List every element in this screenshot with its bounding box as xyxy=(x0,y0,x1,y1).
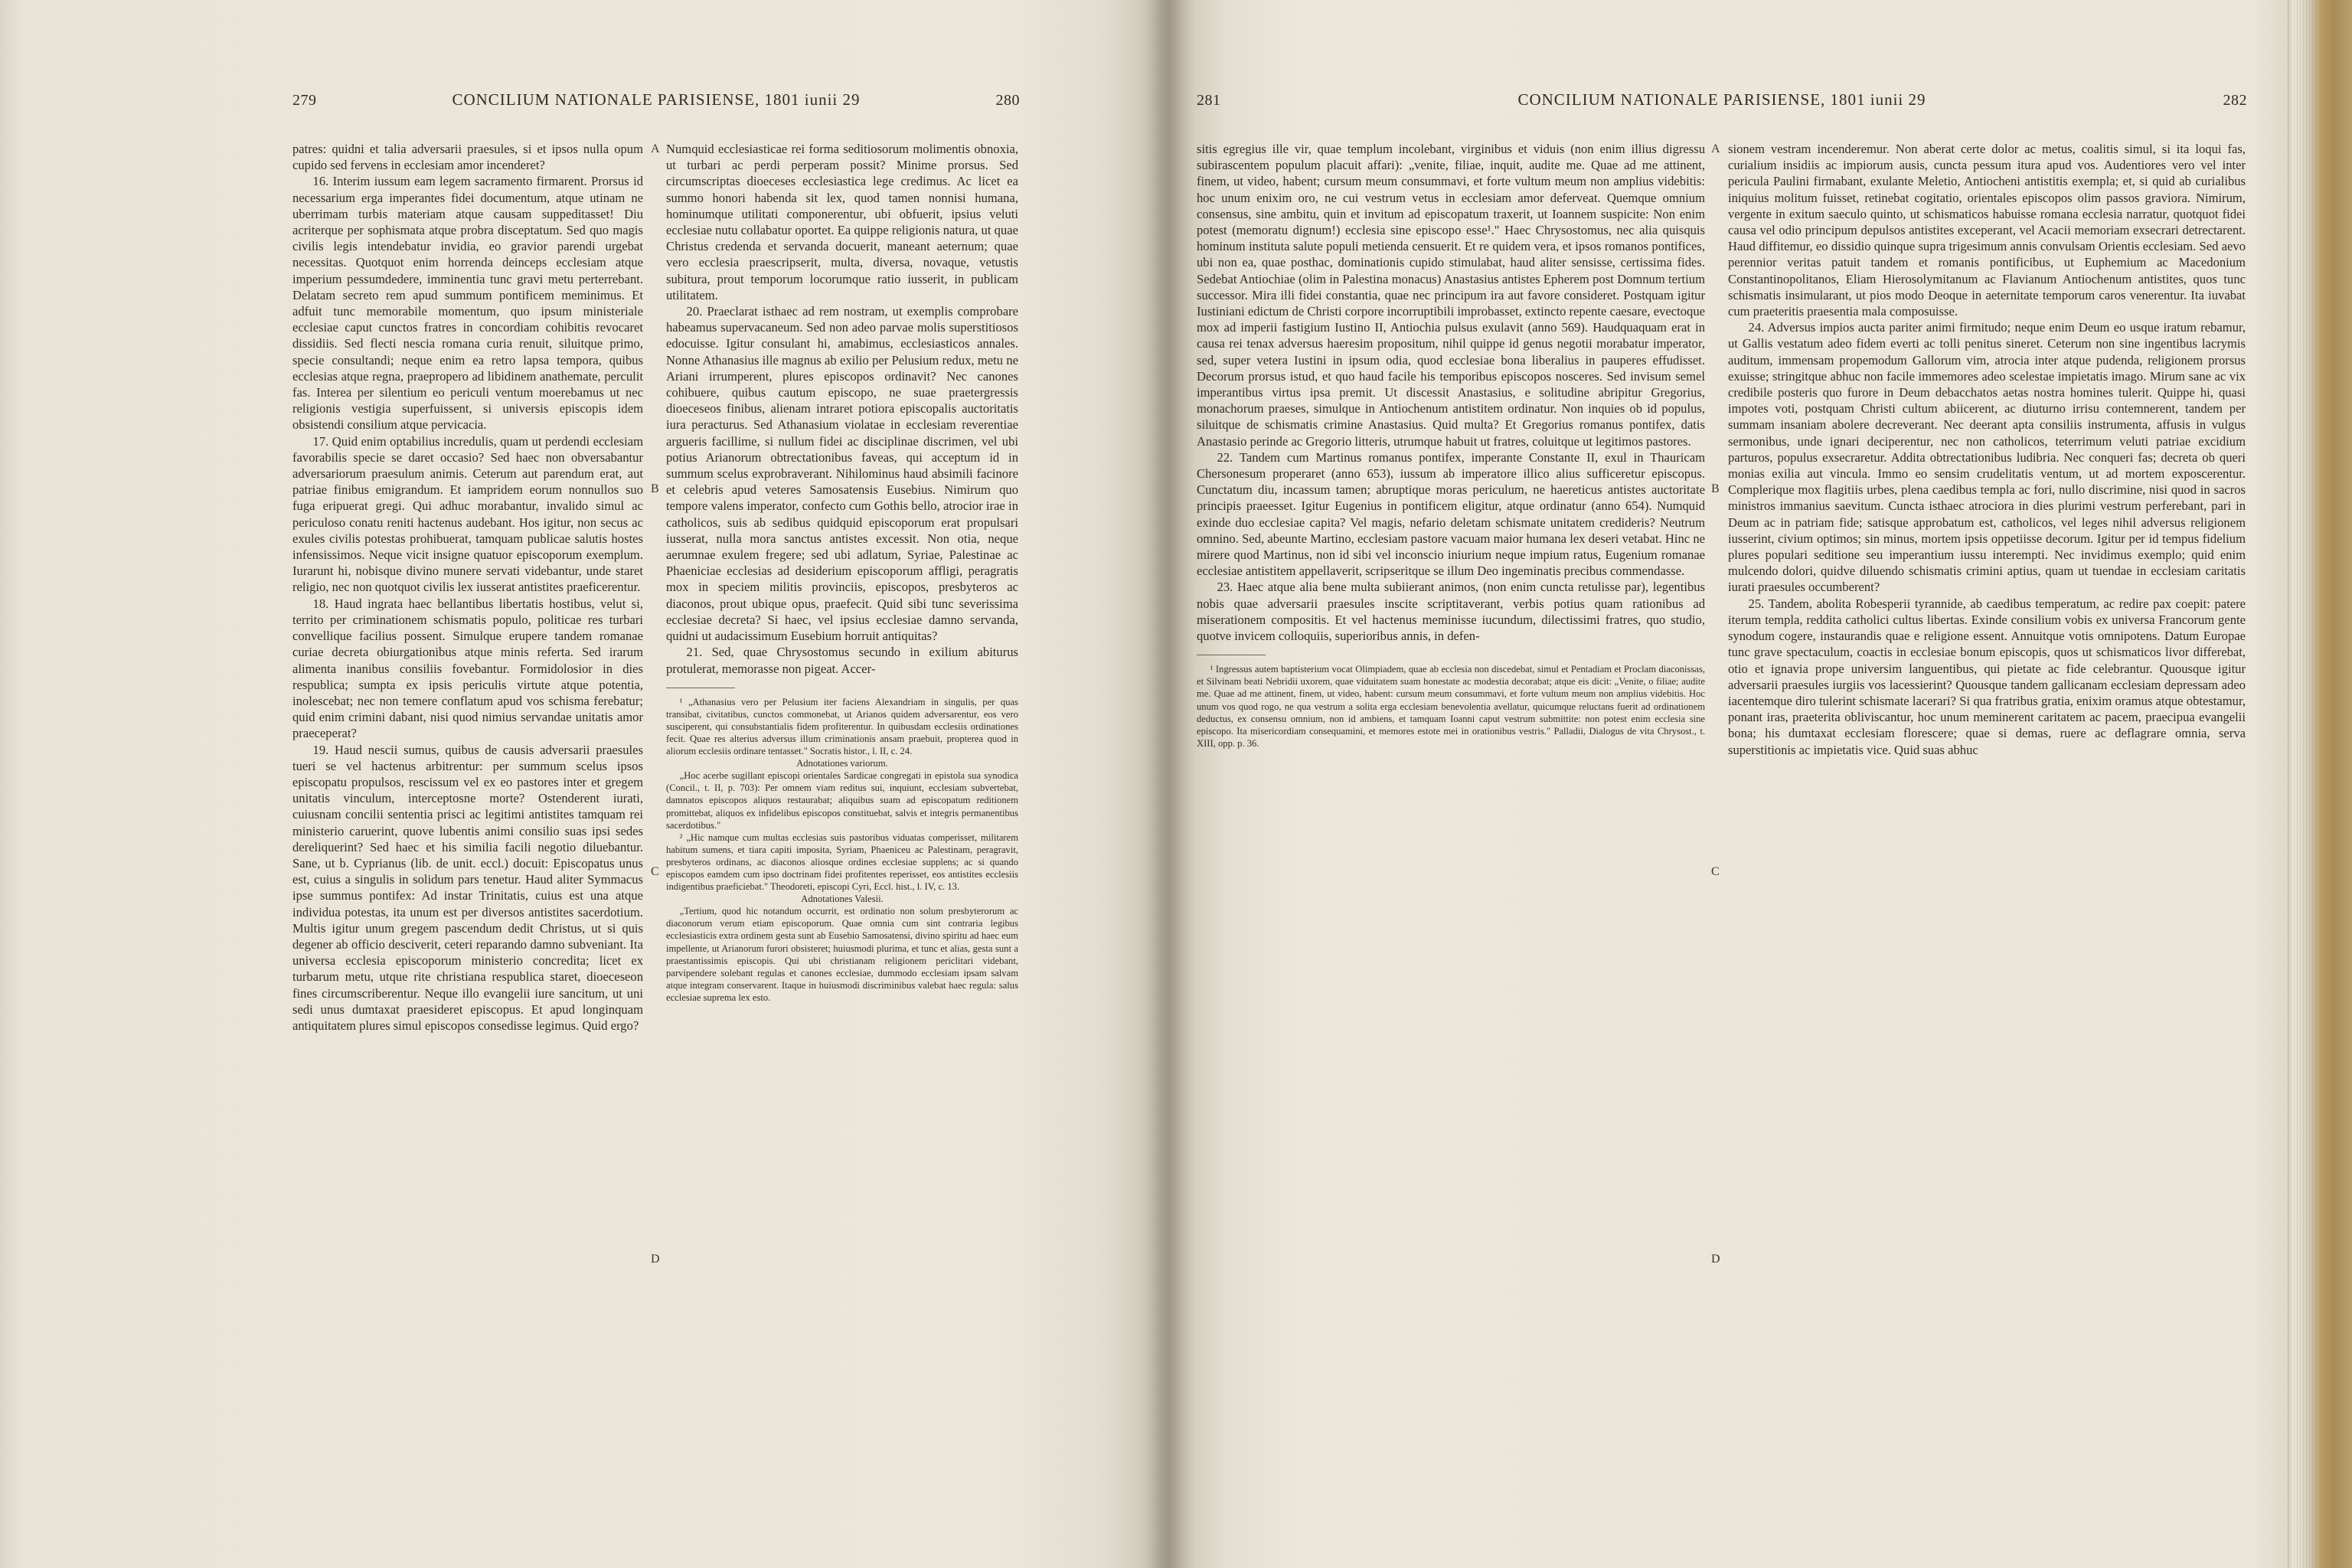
text-column-right xyxy=(666,141,1018,1004)
paragraph: 25. Tandem, abolita Robesperii tyrannide, ab caedibus temperatum, ac redire pax coepit: patere iterum templa, reddita catholici cultus libertas. Exinde consilium vobis ex universa Francorum gente synodum cogere, instaurandis quae e religione essent. Annuitque votis omnipotens. Datum Europae tunc grave spectaculum, coactis in ecclesiae bonum episcopis, quos ut schismaticos livor differebat, otio et ignavia prope universim languentibus, qui pietate ac fide celebrantur. Quousque igitur adversarii praesules iurgiis vos lacessierint? Quousque tandem gallicanam ecclesiam depressam adeo iacentemque diro tulerint schismate lacerari? Si qua fratribus gratia, enixim oramus atque obtestamur, ponant iras, praeterita obliviscantur, hoc unum meminerent caritatem ac pacem, praecipua evangelii bona; his dumtaxat ecclesiam florescere; quae si demas, ruere ac deflagrare omnia, serva superstitionis ac impietatis vice. Quid suas abhuc xyxy=(1728,596,2246,757)
footnote: „Hoc acerbe sugillant episcopi orientales Sardicae congregati in epistola sua synodica (Concil., t. II, p. 703): Per omnem viam reditus sui, inquiunt, ecclesiam subvertebat, damnatos episcopos aliquos restaurabat; aliquibus suam ad episcopatum reditionem promittebat, aliquos ex infidelibus episcopos constituebat, salvis et integris permanentibus sacerdotibus." xyxy=(666,770,1018,831)
paragraph: 22. Tandem cum Martinus romanus pontifex, imperante Constante II, exul in Thauricam Chersonesum properaret (anno 653), iussum ab imperatore illico alius sufficeretur episcopus. Cunctatum diu, incassum tamen; abruptique moras periculum, ne haereticus antistes auctoritate principis praeesset. Igitur Eugenius in pontificem eligitur, atque ordinatur (anno 654). Numquid exinde duo ecclesiae capita? Vel magis, nefario deletam schismate unitatem credideris? Neutrum omnino. Sed, abeunte Martino, ecclesiam pastore vacuam maior humana lex deseri vetabat. Hinc ne mirere quod Martinus, non id sibi vel inconscio iniurium neque impium ratus, Eugenium romanae ecclesiae antistitem appellaverit, scripseritque se illum Deo ingeminatis precibus commendasse. xyxy=(1197,449,1705,579)
section-marker: C xyxy=(651,865,659,878)
paragraph: 19. Haud nescii sumus, quibus de causis adversarii praesules tueri se vel hactenus arbitrentur: per summum scelus ipsos episcopatu propulsos, rescissum vel ex eo pastores inter et gregem unitatis vinculum, interceptosne morte? Ostenderent iurati, cuiusnam concilii sententia prisci ac legitimi antistites tamquam rei ministerio caruerint, quove lubentis animi consilio suas ipsi sedes dereliquerint? Sed haec et his similia facili negotio diluebantur. Sane, ut b. Cyprianus (lib. de unit. eccl.) docuit: Episcopatus unus est, cuius a singulis in solidum pars tenetur. Haud aliter Symmacus ipse summus pontifex: Ad instar Trinitatis, cuius est una atque individua potestas, ita unum est per diversos antistites sacerdotium. Multis igitur unum gregem pascendum dedit Christus, ut si quis degener ab officio desciverit, ceteri reparando damno subveniant. Ita universa ecclesia episcoporum ministerio concredita; licet ex turbarum metu, utque rite christiana respublica staret, dioeceseon fines circumscriberentur. Neque illo evangelii iure sancitum, ut uni sedi unus dumtaxat praesideret episcopus. Et apud longinquam antiquitatem plures simul episcopos consedisse legimus. Quid ergo? xyxy=(292,742,643,1033)
footnote: ¹ Ingressus autem baptisterium vocat Olimpiadem, quae ab ecclesia non discedebat, simul et Pentadiam et Proclam diaconissas, et Silvinam beati Nebridii uxorem, quae viduitatem suam honestate ac modestia decorabat; atque eis dicit: „Venite, o filiae; audite me. Quae ad me attinent, finem, ut video, habent: cursum meum consummavi, et forte vultum meum non amplius videbitis. Hoc unum vos quod rogo, ne qua vestrum a solita erga ecclesiam benevolentia avellatur, quicumque reluctans fuerit ad ordinationem deductus, ex consensu omnium, non id ambiens, et tamquam Ioanni caput vestrum submittite: non potest enim ecclesia sine episcopo. Ita misericordiam consequamini, et memores estote mei in orationibus vestris." Palladii, Dialogus de vita Chrysost., t. XIII, opp. p. 36. xyxy=(1197,664,1705,749)
footnote-heading: Adnotationes Valesii. xyxy=(801,893,884,905)
footnote-heading: Adnotationes variorum. xyxy=(796,758,888,769)
right-page xyxy=(1183,0,2285,1568)
page-edge xyxy=(2288,0,2352,1568)
paragraph: sitis egregius ille vir, quae templum incolebant, virginibus et viduis (non enim illius digressu subirascentem populum placuit affari): „venite, filiae, inquit, audite me. Quae ad me attinent, finem, ut video, habent; cursum meum consummavi, et forte vultum meum non amplius videbitis: hoc unum enixim oro, ne cui vestrum vetus in ecclesiam amor deferveat. Quemque omnium consensus, sine ambitu, quin et invitum ad episcopatum traxerit, ut Ioannem suspicite: Non enim potest (memoratu dignum!) ecclesia sine episcopo esse¹." Haec Chrysostomus, nec alia quisquis hominum instituta salute populi metienda censuerit. Et re quidem vera, et ipsos romanos pontifices, ubi non ea, quae posthac, dominationis cupido stimulabat, haud aliter sensisse, certissima fides. Sedebat Antiochiae (olim in Palestina monacus) Anastasius antistes Epherem post Domnum tertium successor. Mira illi fidei constantia, quae nec principum ira aut favore consideret. Postquam igitur Iustiniani edictum de Christi corpore incorruptibili improbasset, extincto repente caesare, evectoque mox ad imperii fastigium Iustino II, Antiochia pulsus exulavit (anno 569). Haudquaquam erat in causa rei tenax adversus haeresim propositum, nihil quippe id genus negotii morabatur imperator, sed, super vetera Iustini in ipsum odia, quod ecclesiae bona liberalius in pauperes effudisset. Decorum prorsus istud, et quo haud facile his temporibus episcopos nosceres. Sed invisum semel imperantibus virtus ipsa premit. Ut discessit Anastasius, e solitudine abripitur Gregorius, monachorum praeses, simulque in Antiochenum antistitem ordinatur. Non inquies ob id populus, siluitque de schismatis crimine Anastasius. Quid multa? Et Gregorius romanus pontifex, datis Anastasio perinde ac Gregorio litteris, utrumque habuit ut fratres, coluitque ut legitimos pastores. xyxy=(1197,142,1705,449)
section-marker: A xyxy=(1711,142,1720,155)
paragraph: patres: quidni et talia adversarii praesules, si et ipsos nulla opum cupido sed fervens in ecclesiam amor incenderet? xyxy=(292,142,643,173)
page-number: 282 xyxy=(2223,92,2247,109)
text-column-right xyxy=(1728,141,2246,758)
paragraph: 21. Sed, quae Chrysostomus secundo in exilium abiturus protulerat, memorasse non pigeat. Accer- xyxy=(666,645,1018,676)
section-marker: D xyxy=(1711,1253,1720,1266)
section-marker: B xyxy=(651,482,659,495)
section-marker: A xyxy=(651,142,660,155)
paragraph: 18. Haud ingrata haec bellantibus libertatis hostibus, velut si, territo per criminationem schismatis populo, politicae res turbari convellique facilius possent. Simulque erupere tandem romanae curiae decreta obiurgationibus atque minis referta. Sed irarum alimenta inanibus consiliis fovebantur. Formidolosior in dies respublica; sumpta ex ipsis periculis virtute atque potentia, inolescebat; nec non temere conflatum apud vos schisma ferebatur; quid enim crimini dabant, nisi quod nimius servandae unitatis amor praeceperat? xyxy=(292,596,643,741)
section-marker: D xyxy=(651,1253,660,1266)
paragraph: 20. Praeclarat isthaec ad rem nostram, ut exemplis comprobare habeamus supervacaneum. Sed non adeo parvae molis superstitiosos edocuisse. Igitur consulant hi, amabimus, ecclesiasticos annales. Nonne Athanasius ille magnus ab exilio per Pelusium redux, metu ne Ariani irrumperent, plures episcopos ordinavit? Nec canones cohibuere, quibus cautum episcopo, ne suae praetergressis dioeceseos finibus, alienam intraret potiora episcopalis auctoritatis iura peracturus. Sed Athanasium violatae in ecclesiam reverentiae argueris facillime, si nullum fidei ac disciplinae discrimen, vel ubi potius Arianorum obtrectationibus faveas, qui acceptum id in summum scelus exprobraverant. Nihilominus haud absimili facinore et celebris apud veteres Samosatensis Eusebius. Nimirum quo tempore valens imperator, confecto cum Gothis bello, atrocior irae in catholicos, suis ab sedibus quidquid episcoporum erat propulsari iusserat, nulla mora sanctus antistes excessit. Non otia, neque aerumnae exulem fregere; sed ubi adlatum, Syriae, Palestinae ac Phaeniciae ecclesias ad desiderium episcoporum affligi, peragratis mox in speciem militis provinciis, episcopos, presbyteros ac diaconos, prout ubique opus, praefecit. Quid sibi tunc severissima ecclesiae decreta? Si haec, vel ipsius ecclesiae damno servanda, quidni ut audacissimum Eusebium horruit antiquitas? xyxy=(666,304,1018,644)
left-page xyxy=(0,0,1164,1568)
text-column-left xyxy=(292,141,643,1034)
page-number: 280 xyxy=(995,92,1020,109)
page-number: 281 xyxy=(1197,92,1221,109)
page-number: 279 xyxy=(292,92,317,109)
paragraph: sionem vestram incenderemur. Non aberat certe dolor ac metus, coalitis simul, si ita loqui fas, curialium insidiis ac impiorum ausis, cuncta pessum itura apud vos. Audentiores vero vel inter pericula Paulini firmabant, exulante Meletio, Antiocheni antistitis exempla; et, si quid ab curialibus iniquius molitum fuisset, retinebat cogitatio, orientales episcopos olim passos graviora. Nimirum, vergente in exitum saeculo quinto, ut schismaticos habuisse romana ecclesia narratur, quotquot fidei causa vel odio principum depulsos antistites exceperant, vel Acacii memoriam exsecrari detrectarent. Haud diffitemur, eo dissidio quinque supra trigesimum annis convulsam Orientis ecclesiam. Sed aevo perennior veritas patuit tandem et romanis pontificibus, ut Euphemium ac Macedonium Constantinopolitanos, Eliam Hierosolymitanum ac Flavianum Antiochenum antistites, quos tunc schismatis insimularant, ut pios modo Deoque in aeternitate temporum caros venerentur. Ita iuvabat cum praeteritis praesentia mala composuisse. xyxy=(1728,142,2246,319)
paragraph: 16. Interim iussum eam legem sacramento firmarent. Prorsus id necessarium erga imperantes fidei documentum, atque utinam ne uberrimam turbis materiam atque causam suppeditasset! Diu acriterque per sophismata atque probra disceptatum. Sed quo magis civilis legis intendebatur invidia, eo gravior parendi urgebat necessitas. Quotquot enim horrenda deinceps ecclesiam atque imperium pessumdedere, imminentia tunc gravi metu perterrebant. Delatam secreto rem apud summum pontificem meminimus. Et adfuit tunc memorabile momentum, quo ipsum ministeriale ecclesiae caput cunctos fratres in concordiam cohibitis revocaret dissidiis. Sed flecti nescia romana curia renuit, siluitque primo, specie consultandi; neque enim ea retro lapsa tempora, quibus ecclesias atque regna, praepropero ad libidinem anathemate, perculit fas. Interea per silentium eo periculi ventum moerebamus ut nec religionis vestigia superfuissent, si universis episcopis idem obsistendi consilium atque pervicacia. xyxy=(292,174,643,433)
section-marker: B xyxy=(1711,482,1720,495)
paragraph: 23. Haec atque alia bene multa subiierant animos, (non enim cuncta retulisse par), legentibus nobis quae adversarii praesules inscite scriptitaverant, verbis potius quam rationibus ad miserationem compositis. Et vel hactenus meminisse iucundum, dilectissimi fratres, quo studio, quotve invicem colloquiis, superioribus annis, in defen- xyxy=(1197,580,1705,644)
right-page-header xyxy=(1197,90,2247,109)
running-title: CONCILIUM NATIONALE PARISIENSE, 1801 iunii 29 xyxy=(452,90,861,109)
footnote: ² „Hic namque cum multas ecclesias suis pastoribus viduatas comperisset, militarem habitum sumens, et tiara capiti imposita, Syriam, Phaeniceu ac Palestinam, peragravit, presbyteros ordinans, ac diaconos aliosque ordines ecclesiae supplens; ac si quando episcopos eamdem cum ipso doctrinam fidei profitentes reperisset, eos antistites ecclesiis indigentibus praeficiebat." Theodoreti, episcopi Cyri, Eccl. hist., l. IV, c. 13. xyxy=(666,831,1018,893)
footnotes xyxy=(1197,663,1705,750)
left-page-header xyxy=(292,90,1020,109)
text-column-left xyxy=(1197,141,1705,750)
paragraph: 24. Adversus impios aucta pariter animi firmitudo; neque enim Deum eo usque iratum rebamur, ut Gallis vestatum adeo fidem everti ac tolli penitus sineret. Ceterum non sine ingentibus lacrymis auditum, immensam propemodum Gallorum vim, atrocia inter atque pudenda, religionem prorsus exuisse; stringitque abhuc non facile immemores adeo scelestae impietatis imago. Mirum sane ac vix credibile posteris quo furore in Deum debacchatos aetas nostra homines tulerit. Quippe hi, quasi impotes voti, postquam Christi cultum abiicerent, ac diuturno irrisu contemnerent, tandem per summam insaniam abolere decreverant. Nec deerant apta consiliis instrumenta, affusis in vulgus sermonibus, unde ignari deciperentur, nec non catholicos, teterrimum veluti patriae excidium parturos, populus exsecraretur. Addita obtrectationibus ludibria. Nec conqueri fas; decreta ob queri monias exilia aut vincula. Immo eo sensim crudelitatis ventum, ut ad mortem exposcerentur. Complerique mox flagitiis urbes, plena caedibus templa ac fori, nullo discrimine, nisi quod in sacros ministros immanius saevitum. Cuncta isthaec atrociora in dies plurimi vestrum perferebant, pari in Deum ac in patriam fide; satisque approbatum est, catholicos, vel leges nihil adversus religionem iusserint, civium optimos; sin minus, mortem ipsis oppetiisse decorum. Igitur per id tempus fidelium plures populari seditione seu imperantium iussu interempti. Nec invidimus exemplo; quid enim mulcendo dolori, quidve diluendo schismatis crimini aptius, quam ut tuendae in ecclesiam caritatis iurati praesules occumberent? xyxy=(1728,320,2246,595)
running-title: CONCILIUM NATIONALE PARISIENSE, 1801 iunii 29 xyxy=(1517,90,1926,109)
paragraph: 17. Quid enim optabilius incredulis, quam ut perdendi ecclesiam favorabilis specie se daret occasio? Sed haec non obversabantur adversariorum praesulum animis. Ceterum aut parendum erat, aut patriae finibus emigrandum. Et iampridem eorum nonnullos suo fuga eripuerat gregi. Qui adhuc morabantur, invalido simul ac periculoso conatu reniti hactenus audebant. Hos igitur, non secus ac exules civilis potestas prohibuerat, tamquam publicae salutis hostes infensissimos. Neque vicit insigne quatuor episcoporum exemplum. Iurarunt hi, nobisque divino munere servati videbantur, unde staret religio, nec non quotquot civilis lex iusserat antistites praeficerentur. xyxy=(292,433,643,595)
paragraph: Numquid ecclesiasticae rei forma seditiosorum molimentis obnoxia, ut turbari ac perdi perperam possit? Minime prorsus. Sed circumscriptas dioeceses ecclesiastica lege credimus. Ac licet ea summo honori habenda sit lex, quod tamen nonnisi humana, hominumque utilitati componerentur, ubi obfuerit, ipsius veluti ecclesiae nutu collabatur oportet. Ea quippe religionis natura, ut quae Christus credenda et servanda docuerit, maneant aeternum; quae vero ecclesia praescripserit, multa, diversa, novaque, vetustis subitura, prout temporum locorumque ratio iusserit, in publicam utilitatem. xyxy=(666,142,1018,302)
footnote: ¹ „Athanasius vero per Pelusium iter faciens Alexandriam in singulis, per quas transibat, civitatibus, cunctos commonebat, ut Arianos quidem adversarentur, eos vero susciperent, qui consubstantialis fidem profiterentur. In quibusdam ecclesiis ordinationes fecit. Quae res alterius adversus illum criminationis ansam praebuit, propterea quod in aliorum ecclesiis ordinare tentasset." Socratis histor., l. II, c. 24. xyxy=(666,696,1018,757)
footnotes xyxy=(666,696,1018,1004)
section-marker: C xyxy=(1711,865,1720,878)
footnote: „Tertium, quod hic notandum occurrit, est ordinatio non solum presbyterorum ac diaconorum verum etiam episcoporum. Quae omnia cum sint contraria legibus ecclesiasticis extra ordinem gesta sunt ab Eusebio Samosatensi, divino spiritu ad haec eum impellente, ut Arianorum furori obsisteret; huiusmodi plurima, et tunc et alias, gesta sunt a praestantissimis episcopis. Qui ubi christianam religionem periclitari videbant, parvipendere solebant regulas et canones ecclesiae, dummodo ecclesiam ipsam salvam atque integram conservarent. Itaque in huiusmodi discriminibus valebat haec regula: salus ecclesiae suprema lex esto. xyxy=(666,906,1018,1003)
